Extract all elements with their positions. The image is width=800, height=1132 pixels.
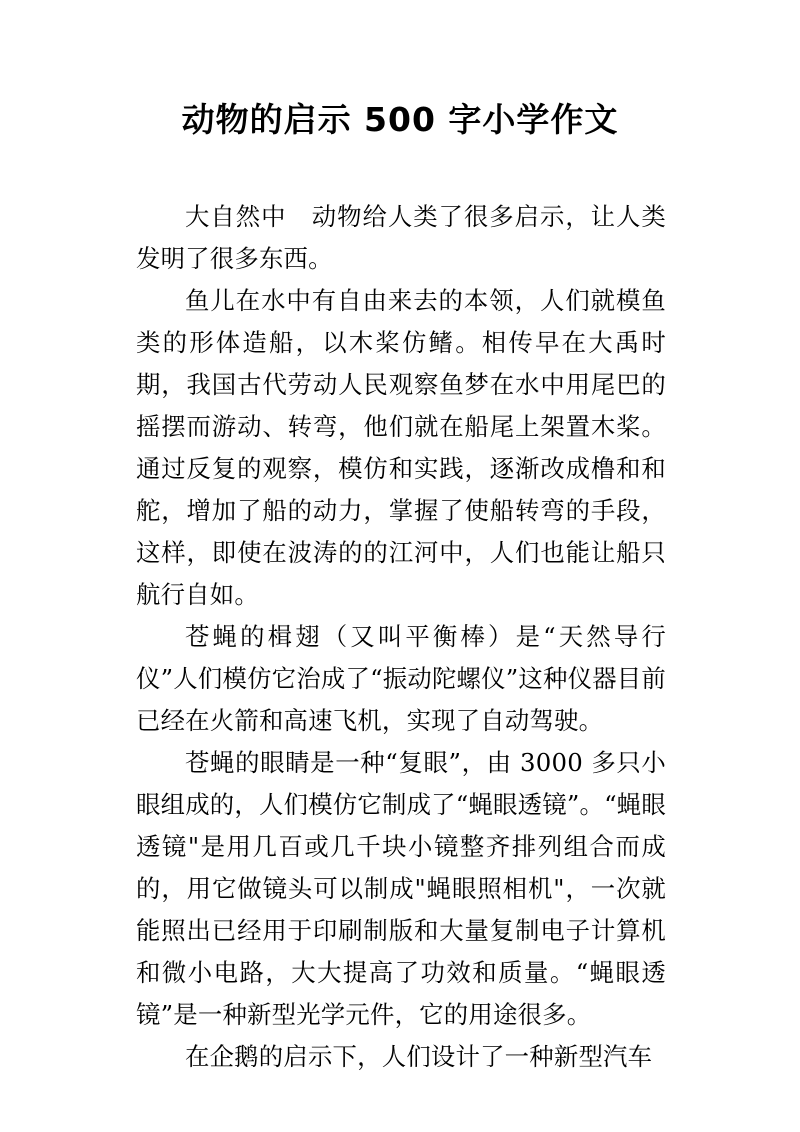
document-title: 动物的启示 500 字小学作文 bbox=[181, 100, 619, 139]
paragraph-fly-eyes: 苍蝇的眼睛是一种“复眼”，由 3000 多只小眼组成的，人们模仿它制成了“蝇眼透镜”。“蝇眼透镜"是用几百或几千块小镜整齐排列组合而成的，用它做镜头可以制成"蝇眼照相机"，一次就能照出已经用于印刷制版和大量复制电子计算机和微小电路，大大提高了功效和质量。“蝇眼透镜”是一种新型光学元件，它的用途很多。 bbox=[136, 748, 666, 1029]
paragraph-fly-halteres: 苍蝇的楫翅（又叫平衡棒）是“天然导行仪”人们模仿它治成了“振动陀螺仪”这种仪器目前已经在火箭和高速飞机，实现了自动驾驶。 bbox=[136, 622, 666, 735]
paragraph-fish: 鱼儿在水中有自由来去的本领，人们就模鱼类的形体造船，以木桨仿鳍。相传早在大禹时期，我国古代劳动人民观察鱼梦在水中用尾巴的摇摆而游动、转弯，他们就在船尾上架置木桨。通过反复的观察，模仿和实践，逐渐改成橹和和舵，增加了船的动力，掌握了使船转弯的手段，这样，即使在波涛的的江河中，人们也能让船只航行自如。 bbox=[136, 286, 666, 609]
paragraph-intro: 大自然中 动物给人类了很多启示，让人类发明了很多东西。 bbox=[136, 202, 666, 273]
paragraph-penguin: 在企鹅的启示下，人们设计了一种新型汽车 bbox=[185, 1042, 653, 1071]
document-body bbox=[136, 196, 666, 1078]
